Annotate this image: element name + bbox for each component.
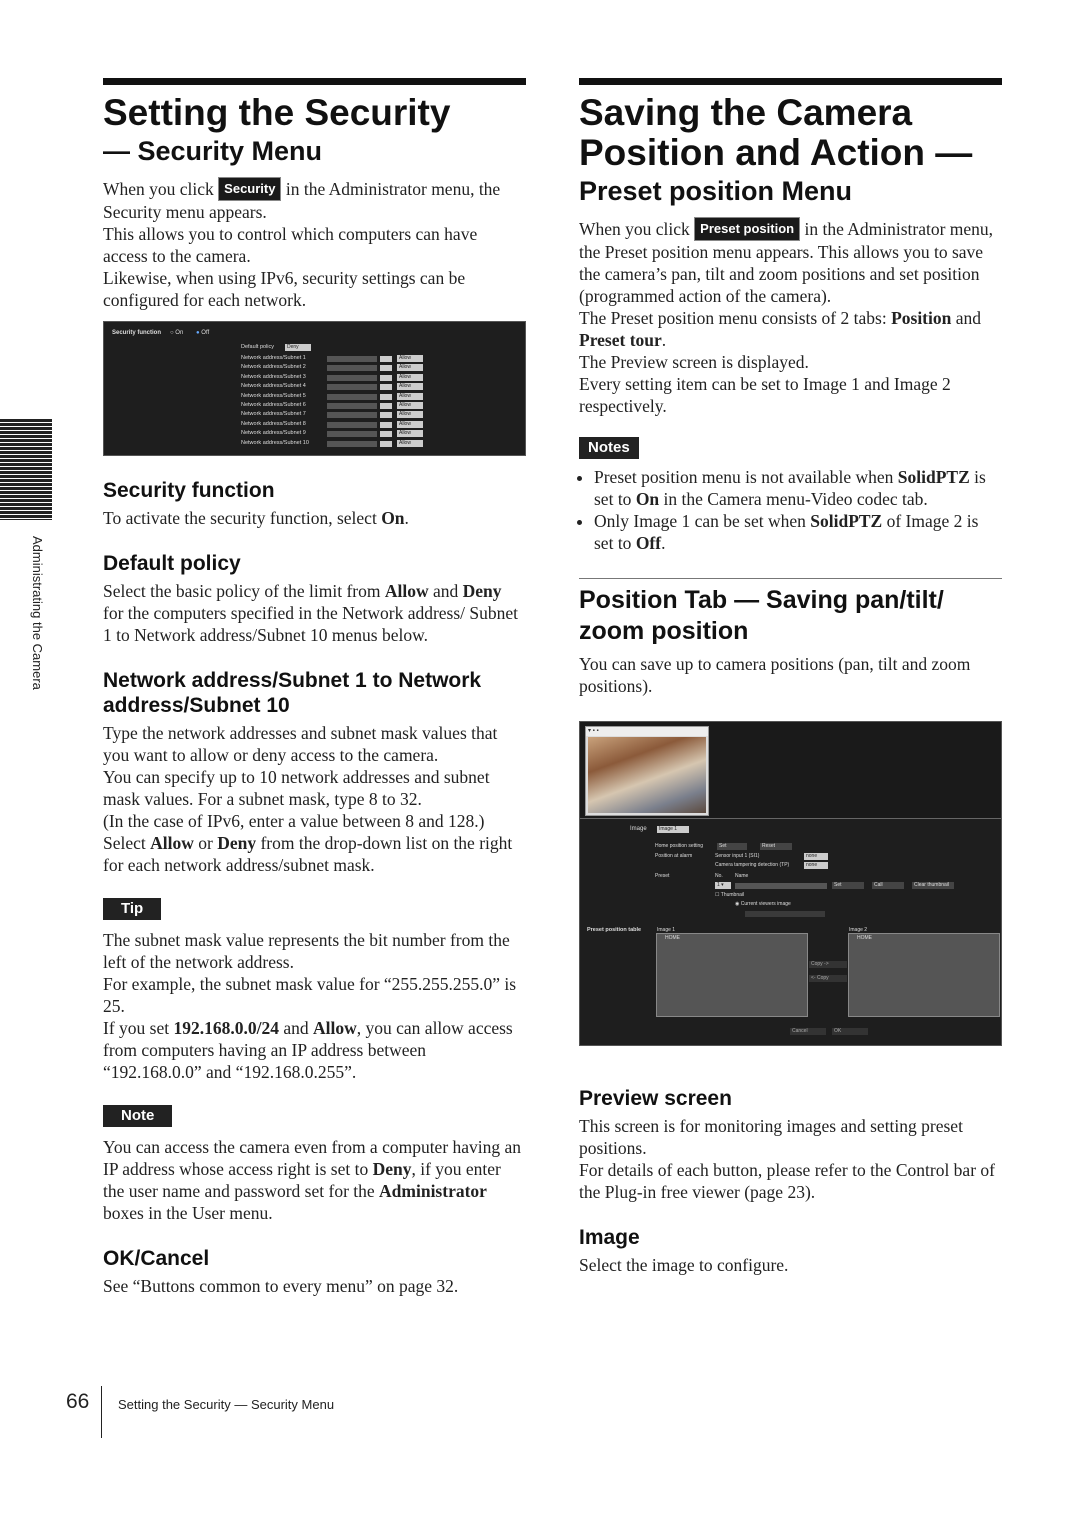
preset-table-label: Preset position table xyxy=(587,927,642,933)
preview-frame xyxy=(585,726,709,816)
tip-text-2: For example, the subnet mask value for “255.255.255.0” is 25. xyxy=(103,974,517,1016)
sensor-input-label: Sensor input 1 (SI1) xyxy=(715,853,760,859)
footer-divider xyxy=(101,1386,102,1438)
security-menu-screenshot xyxy=(103,321,526,456)
intro-line-3: The Preview screen is displayed. xyxy=(579,352,809,372)
position-tab-heading: Position Tab — Saving pan/tilt/ zoom position xyxy=(579,586,944,645)
home-position-label: Home position setting xyxy=(655,843,704,849)
left-column xyxy=(103,78,526,1297)
network-subnet-label: Network address/Subnet 3 xyxy=(241,373,306,380)
network-address-field[interactable] xyxy=(327,365,377,371)
radio-off: ● Off xyxy=(196,330,210,336)
radio-on: ○ On xyxy=(170,330,184,336)
network-subnet-label: Network address/Subnet 6 xyxy=(241,402,306,408)
section-rule xyxy=(103,78,526,85)
allow-deny-select[interactable]: Allow xyxy=(397,421,423,428)
image2-list-label: Image 2 xyxy=(849,927,868,933)
sensor-select[interactable]: none xyxy=(804,853,828,860)
note-item: • Only Image 1 can be set when SolidPTZ of Image 2 is set to Off. xyxy=(594,510,1002,554)
ok-cancel-heading: OK/Cancel xyxy=(103,1247,210,1270)
allow-deny-select[interactable]: Allow xyxy=(397,402,423,409)
network-address-field[interactable] xyxy=(327,431,377,437)
position-tab-text: You can save up to camera positions (pan, tilt and zoom positions). xyxy=(579,654,971,696)
preview-text-2: For details of each button, please refer to the Control bar of the Plug-in free viewer (page 23). xyxy=(579,1160,995,1202)
note-item: • Preset position menu is not available when SolidPTZ is set to On in the Camera menu-Video codec tab. xyxy=(594,466,1002,510)
network-subnet-label: Network address/Subnet 1 xyxy=(241,355,306,361)
network-subnet-label: Network address/Subnet 2 xyxy=(241,364,306,371)
tip-label: Tip xyxy=(103,898,161,920)
preset-no-select[interactable]: 1 ▾ xyxy=(715,882,731,889)
thumbnail-path-field[interactable] xyxy=(745,911,825,917)
ok-button[interactable]: Cancel xyxy=(790,1028,826,1035)
allow-deny-select[interactable]: Allow xyxy=(397,374,423,381)
image1-list-label: Image 1 xyxy=(657,927,676,933)
note-text: You can access the camera even from a computer having an IP address whose access right is set to Deny, if you enter the user name and password set for the Administrator boxes in the User menu. xyxy=(103,1137,522,1223)
subnet-mask-field[interactable] xyxy=(380,375,392,381)
intro-line-4: Every setting item can be set to Image 1 and Image 2 respectively. xyxy=(579,374,951,416)
security-function-label: Security function xyxy=(112,330,162,336)
network-text-1: Type the network addresses and subnet mask values that you want to allow or deny access to the camera. xyxy=(103,723,498,765)
network-address-field[interactable] xyxy=(327,394,377,400)
allow-deny-select[interactable]: Allow xyxy=(397,364,423,371)
network-text-3: (In the case of IPv6, enter a value between 8 and 128.) xyxy=(103,811,485,831)
network-address-field[interactable] xyxy=(327,441,377,447)
position-at-alarm-label: Position at alarm xyxy=(655,853,693,859)
clear-thumbnail-button[interactable]: Clear thumbnail xyxy=(912,882,954,889)
preview-screen-heading: Preview screen xyxy=(579,1087,732,1110)
list-item[interactable]: HOME xyxy=(857,935,872,941)
intro-paragraph: When you click Preset position in the Administrator menu, the Preset position menu appears. This allows you to save the camera’s pan, tilt and zoom positions and set position (programmed action of the camera). xyxy=(579,219,994,306)
notes-list xyxy=(579,466,1002,554)
network-heading: Network address/Subnet 1 to Network address/Subnet 10 xyxy=(103,669,482,717)
page-number: 66 xyxy=(66,1390,90,1413)
network-address-field[interactable] xyxy=(327,384,377,390)
image-heading: Image xyxy=(579,1226,640,1249)
network-address-field[interactable] xyxy=(327,356,377,362)
thumbnail-checkbox[interactable]: ☐ Thumbnail xyxy=(715,892,745,898)
tip-text-1: The subnet mask value represents the bit number from the left of the network address. xyxy=(103,930,510,972)
section-title-line-2: Position and Action — xyxy=(579,132,973,173)
chapter-tab-marker xyxy=(0,418,52,520)
image-label: Image xyxy=(630,826,647,832)
default-policy-text: Select the basic policy of the limit from Allow and Deny for the computers specified in the Network address/ Subnet 1 to Network address/Subnet 10 menus below. xyxy=(103,581,519,645)
security-function-heading: Security function xyxy=(103,479,275,502)
allow-deny-select[interactable]: Allow xyxy=(397,393,423,400)
note-label: Note xyxy=(103,1105,172,1127)
network-subnet-label: Network address/Subnet 9 xyxy=(241,430,306,437)
home-reset-button[interactable]: Reset xyxy=(760,843,792,850)
allow-deny-select[interactable]: Allow xyxy=(397,355,423,362)
tip-text-3: If you set 192.168.0.0/24 and Allow, you can allow access from computers having an IP address between “192.168.0.0” and “192.168.0.255”. xyxy=(103,1018,513,1082)
tampering-select[interactable]: none xyxy=(804,862,828,869)
section-title-line-1: Saving the Camera xyxy=(579,92,913,133)
image-text: Select the image to configure. xyxy=(579,1255,789,1275)
intro-line-2: This allows you to control which computers can have access to the camera. xyxy=(103,224,478,266)
preset-label: Preset xyxy=(655,873,670,879)
intro-paragraph: When you click Security in the Administrator menu, the Security menu appears. xyxy=(103,179,501,222)
network-address-field[interactable] xyxy=(327,403,377,409)
image2-preset-list[interactable] xyxy=(848,933,1000,1017)
network-text-4: Select Allow or Deny from the drop-down list on the right for each network address/subnet mask. xyxy=(103,833,513,875)
section-subtitle: Preset position Menu xyxy=(579,176,853,206)
image1-preset-list[interactable] xyxy=(656,933,808,1017)
subnet-mask-field[interactable] xyxy=(380,356,392,362)
preset-call-button[interactable]: Call xyxy=(872,882,904,889)
preset-position-button-image: Preset position xyxy=(694,217,800,241)
preset-position-screenshot xyxy=(579,721,1002,1046)
copy-left-button[interactable]: <- Copy xyxy=(809,975,847,982)
section-subtitle: — Security Menu xyxy=(103,136,323,166)
network-subnet-label: Network address/Subnet 5 xyxy=(241,392,306,399)
camera-image xyxy=(588,737,706,813)
subnet-mask-field[interactable] xyxy=(380,441,392,447)
subnet-mask-field[interactable] xyxy=(380,394,392,400)
preset-set-button[interactable]: Set xyxy=(832,882,864,889)
preview-text-1: This screen is for monitoring images and setting preset positions. xyxy=(579,1116,963,1158)
network-subnet-label: Network address/Subnet 7 xyxy=(241,411,306,418)
default-policy-select[interactable]: Deny xyxy=(285,344,311,351)
tampering-label: Camera tampering detection (TP) xyxy=(715,862,790,868)
default-policy-heading: Default policy xyxy=(103,552,241,575)
copy-right-button[interactable]: Copy -> xyxy=(809,961,847,968)
list-item[interactable]: HOME xyxy=(665,935,680,941)
running-footer: Setting the Security — Security Menu xyxy=(118,1397,335,1412)
subnet-mask-field[interactable] xyxy=(380,431,392,437)
intro-tabs-line: The Preset position menu consists of 2 tabs: Position and Preset tour. xyxy=(579,308,982,350)
name-label: Name xyxy=(735,873,749,879)
default-policy-label: Default policy xyxy=(241,344,275,350)
image-select[interactable]: Image 1 xyxy=(657,826,689,833)
network-text-2: You can specify up to 10 network addresses and subnet mask values. For a subnet mask, type 8 to 32. xyxy=(103,767,490,809)
cancel-button[interactable]: OK xyxy=(832,1028,868,1035)
allow-deny-select[interactable]: Allow xyxy=(397,440,423,447)
control-bar-icons[interactable]: ▾ ▪ ▪ xyxy=(588,728,599,734)
subsection-rule xyxy=(579,578,1002,579)
subnet-mask-field[interactable] xyxy=(380,412,392,418)
network-address-field[interactable] xyxy=(327,375,377,381)
chapter-side-label: Administrating the Camera xyxy=(30,536,45,690)
subnet-mask-field[interactable] xyxy=(380,384,392,390)
network-address-field[interactable] xyxy=(327,412,377,418)
subnet-mask-field[interactable] xyxy=(380,365,392,371)
network-subnet-label: Network address/Subnet 4 xyxy=(241,383,306,390)
allow-deny-select[interactable]: Allow xyxy=(397,383,423,390)
security-function-text: To activate the security function, select On. xyxy=(103,508,409,528)
notes-label: Notes xyxy=(579,437,639,459)
subnet-mask-field[interactable] xyxy=(380,403,392,409)
home-set-button[interactable]: Set xyxy=(717,843,747,850)
no-label: No. xyxy=(715,873,723,879)
current-image-radio[interactable]: ◉ Current viewers image xyxy=(735,901,791,907)
preset-name-field[interactable] xyxy=(735,883,827,889)
network-subnet-label: Network address/Subnet 10 xyxy=(241,439,309,446)
ok-cancel-text: See “Buttons common to every menu” on page 32. xyxy=(103,1276,459,1296)
allow-deny-select[interactable]: Allow xyxy=(397,430,423,437)
section-title: Setting the Security xyxy=(103,92,451,133)
network-subnet-label: Network address/Subnet 8 xyxy=(241,420,306,427)
security-button-image: Security xyxy=(218,177,281,201)
section-rule xyxy=(579,78,1002,85)
right-column xyxy=(579,78,1002,1276)
network-address-field[interactable] xyxy=(327,422,377,428)
allow-deny-select[interactable]: Allow xyxy=(397,411,423,418)
intro-line-3: Likewise, when using IPv6, security settings can be configured for each network. xyxy=(103,268,466,310)
subnet-mask-field[interactable] xyxy=(380,422,392,428)
